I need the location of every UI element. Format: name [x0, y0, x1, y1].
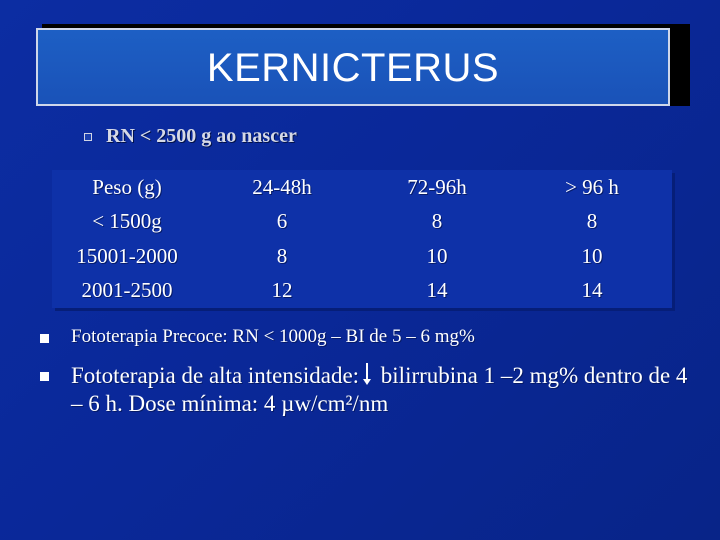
list-item	[40, 326, 690, 348]
bullet-text-high-intensity	[71, 362, 690, 418]
phototherapy-table	[52, 170, 672, 308]
table-row	[52, 205, 672, 240]
table-cell: 2001-2500	[81, 278, 173, 303]
table-cell: 6	[276, 209, 288, 234]
bullet-text-part-2: bilirrubina 1 –2 mg% dentro de 4 – 6 h. Dose mínima: 4 µw/cm²/nm	[71, 363, 688, 416]
list-item	[40, 362, 690, 418]
table-header-row	[52, 170, 672, 205]
arrow-down-icon	[362, 365, 372, 385]
table-cell: 14	[426, 278, 448, 303]
bullet-text-early-phototherapy: Fototerapia Precoce: RN < 1000g – BI de 5 – 6 mg%	[71, 326, 475, 347]
table-cell: 12	[271, 278, 293, 303]
table-header-cell: Peso (g)	[92, 174, 162, 199]
slide-title: KERNICTERUS	[206, 45, 500, 90]
subheading-text: RN < 2500 g ao nascer	[106, 124, 297, 147]
table-cell: 10	[426, 243, 448, 268]
hollow-square-icon	[84, 133, 92, 141]
table-header-cell: 72-96h	[407, 174, 467, 199]
bullet-list	[40, 326, 690, 418]
table-cell: 8	[431, 209, 443, 234]
table-row	[52, 239, 672, 274]
bullet-text-part-1: Fototerapia de alta intensidade:	[71, 363, 360, 388]
table-cell: 14	[581, 278, 603, 303]
title-box	[36, 28, 670, 106]
table-row	[52, 274, 672, 309]
subheading	[84, 122, 297, 150]
filled-square-icon	[40, 334, 49, 343]
table-header-cell: 24-48h	[252, 174, 312, 199]
table-cell: 8	[586, 209, 598, 234]
table-cell: < 1500g	[92, 209, 162, 234]
filled-square-icon	[40, 372, 49, 381]
table-cell: 15001-2000	[76, 243, 178, 268]
table-cell: 8	[276, 243, 288, 268]
table-header-cell: > 96 h	[565, 174, 619, 199]
table-cell: 10	[581, 243, 603, 268]
